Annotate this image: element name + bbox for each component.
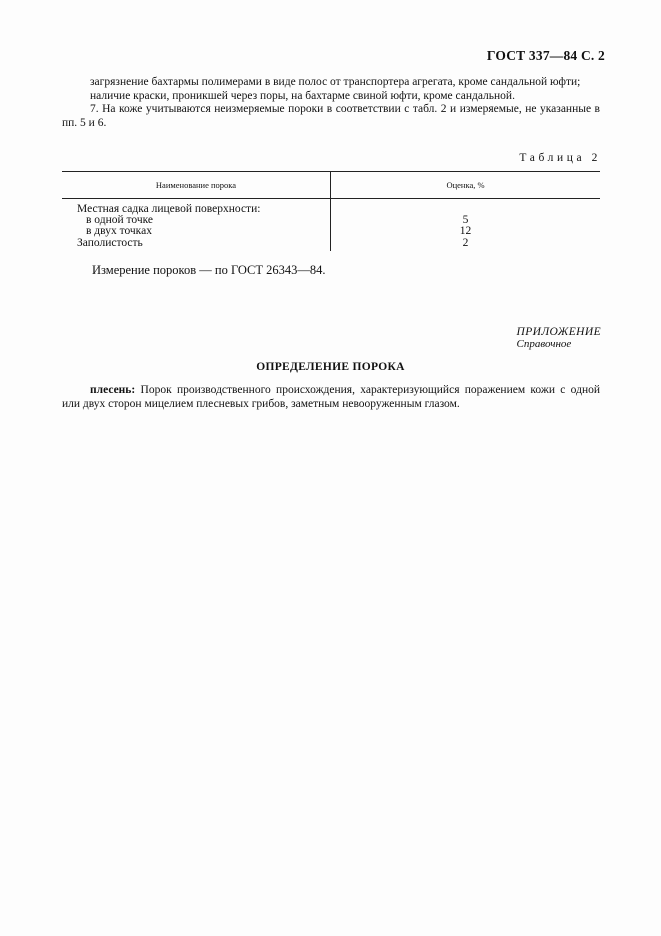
appendix-label	[517, 326, 601, 350]
definition-paragraph	[62, 384, 600, 411]
table-row-value: 12	[459, 225, 472, 238]
table-row-value: 2	[462, 236, 469, 249]
page-header: ГОСТ 337—84 С. 2	[486, 48, 605, 63]
column-header-name: Наименование порока	[62, 172, 331, 198]
defects-table	[62, 171, 600, 251]
table-body	[62, 199, 600, 251]
intro-text	[62, 76, 600, 130]
definition-text: Порок производственного происхождения, характеризующийся поражением кожи с одной или двух сторон мицелием плесневых грибов, заметным невооруженным глазом.	[62, 384, 600, 410]
table-row-name: в одной точке	[86, 214, 154, 227]
measurement-note: Измерение пороков — по ГОСТ 26343—84.	[92, 263, 326, 277]
appendix-title: ПРИЛОЖЕНИЕ	[516, 326, 601, 338]
section-title: ОПРЕДЕЛЕНИЕ ПОРОКА	[256, 361, 405, 373]
table-caption: Таблица 2	[519, 152, 601, 164]
column-header-score: Оценка, %	[446, 180, 485, 190]
table-row-name: в двух точках	[86, 225, 152, 238]
paragraph-contamination: загрязнение бахтармы полимерами в виде полос от транспортера агрегата, кроме сандальной юфти;	[90, 76, 581, 88]
definition-term: плесень:	[90, 384, 136, 396]
names-column	[62, 199, 331, 251]
paragraph-item-7: 7. На коже учитываются неизмеряемые пороки в соответствии с табл. 2 и измеряемые, не указанные в пп. 5 и 6.	[62, 103, 600, 129]
appendix-subtitle: Справочное	[516, 338, 572, 350]
values-column	[331, 199, 600, 251]
table-row-name: Местная садка лицевой поверхности:	[77, 203, 261, 215]
table-row-value: 5	[462, 214, 469, 227]
table-header	[62, 171, 600, 199]
table-row-name: Заполистость	[77, 236, 143, 249]
paragraph-paint: наличие краски, проникшей через поры, на бахтарме свиной юфти, кроме сандальной.	[90, 89, 515, 102]
